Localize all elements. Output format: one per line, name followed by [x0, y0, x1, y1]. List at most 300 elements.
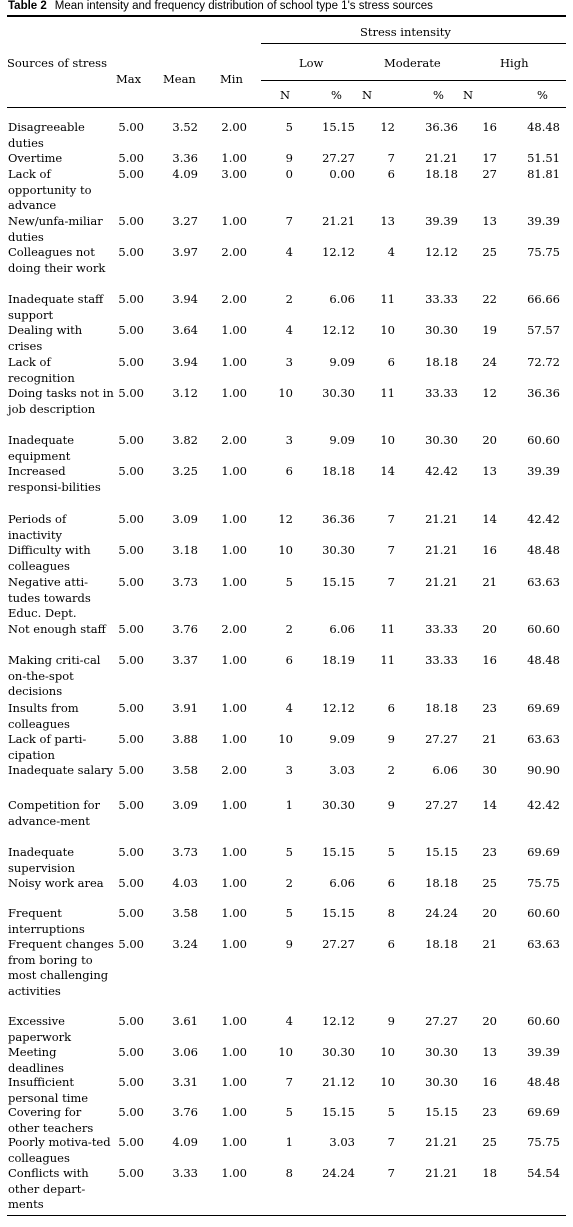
cell-source: New/unfa-miliar duties — [8, 214, 103, 244]
cell-mean: 3.06 — [172, 1045, 198, 1059]
cell-moderate-n: 5 — [387, 845, 395, 859]
cell-min: 1.00 — [221, 798, 247, 812]
cell-high-pct: 54.54 — [527, 1166, 560, 1180]
cell-high-n: 12 — [482, 386, 497, 400]
cell-high-pct: 75.75 — [527, 1135, 560, 1149]
cell-source: Insults from colleagues — [8, 701, 79, 731]
cell-mean: 3.64 — [172, 323, 198, 337]
cell-min: 1.00 — [221, 1014, 247, 1028]
cell-mean: 3.31 — [172, 1075, 198, 1089]
cell-max: 5.00 — [118, 1166, 144, 1180]
cell-source: Frequent interruptions — [8, 906, 85, 936]
cell-moderate-n: 12 — [380, 120, 395, 134]
cell-high-pct: 69.69 — [527, 845, 560, 859]
cell-low-pct: 12.12 — [322, 1014, 355, 1028]
cell-high-pct: 81.81 — [527, 167, 560, 181]
cell-min: 1.00 — [221, 937, 247, 951]
cell-min: 1.00 — [221, 464, 247, 478]
cell-max: 5.00 — [118, 292, 144, 306]
cell-moderate-n: 8 — [387, 906, 395, 920]
top-rule — [7, 15, 566, 17]
cell-mean: 3.94 — [172, 355, 198, 369]
cell-moderate-pct: 12.12 — [425, 245, 458, 259]
cell-mean: 3.12 — [172, 386, 198, 400]
cell-high-n: 24 — [482, 355, 497, 369]
cell-low-pct: 6.06 — [329, 622, 355, 636]
cell-low-pct: 3.03 — [329, 763, 355, 777]
cell-moderate-pct: 27.27 — [425, 798, 458, 812]
stress-intensity-rule — [261, 43, 566, 44]
cell-moderate-n: 7 — [387, 512, 395, 526]
cell-max: 5.00 — [118, 543, 144, 557]
cell-moderate-n: 6 — [387, 167, 395, 181]
cell-high-pct: 60.60 — [527, 906, 560, 920]
cell-high-n: 20 — [482, 906, 497, 920]
header-low: Low — [299, 56, 324, 70]
cell-mean: 3.18 — [172, 543, 198, 557]
cell-moderate-n: 9 — [387, 732, 395, 746]
header-mod-n: N — [362, 88, 373, 102]
cell-moderate-pct: 6.06 — [432, 763, 458, 777]
cell-high-pct: 39.39 — [527, 1045, 560, 1059]
header-moderate: Moderate — [384, 56, 441, 70]
cell-high-n: 16 — [482, 120, 497, 134]
cell-min: 1.00 — [221, 214, 247, 228]
cell-moderate-pct: 18.18 — [425, 876, 458, 890]
cell-source: Negative atti-tudes towards Educ. Dept. — [8, 575, 91, 621]
cell-high-n: 13 — [482, 464, 497, 478]
cell-low-pct: 6.06 — [329, 876, 355, 890]
cell-max: 5.00 — [118, 151, 144, 165]
cell-high-n: 22 — [482, 292, 497, 306]
cell-moderate-n: 14 — [380, 464, 395, 478]
cell-low-pct: 9.09 — [329, 355, 355, 369]
cell-source: Difficulty with colleagues — [8, 543, 91, 573]
cell-source: Not enough staff — [8, 622, 106, 636]
cell-max: 5.00 — [118, 732, 144, 746]
cell-min: 1.00 — [221, 151, 247, 165]
cell-moderate-pct: 15.15 — [425, 845, 458, 859]
cell-high-n: 27 — [482, 167, 497, 181]
cell-max: 5.00 — [118, 763, 144, 777]
cell-moderate-pct: 30.30 — [425, 1075, 458, 1089]
cell-moderate-n: 10 — [380, 1045, 395, 1059]
cell-high-n: 14 — [482, 798, 497, 812]
cell-high-n: 19 — [482, 323, 497, 337]
cell-min: 1.00 — [221, 1075, 247, 1089]
cell-high-n: 20 — [482, 622, 497, 636]
cell-high-n: 17 — [482, 151, 497, 165]
cell-low-pct: 12.12 — [322, 701, 355, 715]
cell-low-n: 10 — [278, 543, 293, 557]
cell-min: 1.00 — [221, 1105, 247, 1119]
cell-low-n: 6 — [285, 653, 293, 667]
cell-source: Lack of recognition — [8, 355, 75, 385]
cell-high-pct: 75.75 — [527, 876, 560, 890]
cell-mean: 3.97 — [172, 245, 198, 259]
cell-min: 2.00 — [221, 245, 247, 259]
cell-source: Lack of opportunity to advance — [8, 167, 92, 213]
cell-source: Noisy work area — [8, 876, 104, 890]
cell-source: Inadequate staff support — [8, 292, 104, 322]
table-label: Table 2 — [8, 0, 47, 12]
cell-moderate-n: 6 — [387, 876, 395, 890]
cell-high-n: 21 — [482, 575, 497, 589]
cell-low-pct: 18.19 — [322, 653, 355, 667]
cell-min: 2.00 — [221, 433, 247, 447]
cell-moderate-pct: 21.21 — [425, 543, 458, 557]
cell-low-n: 2 — [285, 876, 293, 890]
cell-low-pct: 27.27 — [322, 151, 355, 165]
cell-high-n: 13 — [482, 1045, 497, 1059]
cell-low-n: 4 — [285, 1014, 293, 1028]
cell-low-pct: 0.00 — [329, 167, 355, 181]
cell-min: 1.00 — [221, 653, 247, 667]
cell-low-pct: 21.21 — [322, 214, 355, 228]
cell-max: 5.00 — [118, 1075, 144, 1089]
cell-high-pct: 57.57 — [527, 323, 560, 337]
cell-low-pct: 15.15 — [322, 906, 355, 920]
cell-moderate-pct: 18.18 — [425, 701, 458, 715]
header-mod-pct: % — [433, 88, 444, 102]
cell-low-n: 9 — [285, 151, 293, 165]
cell-max: 5.00 — [118, 167, 144, 181]
cell-moderate-pct: 33.33 — [425, 653, 458, 667]
header-max: Max — [116, 72, 142, 86]
cell-low-n: 3 — [285, 433, 293, 447]
cell-low-n: 1 — [285, 798, 293, 812]
cell-high-pct: 90.90 — [527, 763, 560, 777]
cell-source: Meeting deadlines — [8, 1045, 64, 1075]
cell-max: 5.00 — [118, 1135, 144, 1149]
cell-moderate-pct: 18.18 — [425, 937, 458, 951]
cell-moderate-n: 11 — [380, 292, 395, 306]
cell-min: 1.00 — [221, 845, 247, 859]
cell-low-n: 1 — [285, 1135, 293, 1149]
cell-high-n: 25 — [482, 1135, 497, 1149]
header-high-n: N — [463, 88, 474, 102]
cell-low-pct: 12.12 — [322, 323, 355, 337]
cell-moderate-pct: 39.39 — [425, 214, 458, 228]
cell-low-n: 8 — [285, 1166, 293, 1180]
cell-moderate-pct: 33.33 — [425, 622, 458, 636]
cell-low-pct: 15.15 — [322, 575, 355, 589]
cell-mean: 3.73 — [172, 575, 198, 589]
cell-source: Increased responsi-bilities — [8, 464, 101, 494]
cell-high-n: 21 — [482, 732, 497, 746]
header-min: Min — [220, 72, 243, 86]
cell-low-n: 5 — [285, 845, 293, 859]
cell-max: 5.00 — [118, 323, 144, 337]
cell-min: 1.00 — [221, 512, 247, 526]
cell-low-pct: 30.30 — [322, 386, 355, 400]
cell-max: 5.00 — [118, 120, 144, 134]
cell-source: Excessive paperwork — [8, 1014, 72, 1044]
cell-moderate-n: 11 — [380, 622, 395, 636]
cell-high-pct: 48.48 — [527, 543, 560, 557]
cell-low-pct: 30.30 — [322, 798, 355, 812]
cell-low-pct: 30.30 — [322, 543, 355, 557]
cell-moderate-n: 11 — [380, 386, 395, 400]
cell-mean: 3.36 — [172, 151, 198, 165]
cell-low-n: 12 — [278, 512, 293, 526]
cell-mean: 3.91 — [172, 701, 198, 715]
cell-max: 5.00 — [118, 1014, 144, 1028]
cell-source: Covering for other teachers — [8, 1105, 94, 1135]
cell-min: 1.00 — [221, 386, 247, 400]
cell-moderate-n: 9 — [387, 798, 395, 812]
cell-moderate-n: 9 — [387, 1014, 395, 1028]
cell-high-pct: 60.60 — [527, 1014, 560, 1028]
cell-moderate-pct: 42.42 — [425, 464, 458, 478]
cell-min: 2.00 — [221, 292, 247, 306]
cell-min: 1.00 — [221, 906, 247, 920]
cell-low-n: 2 — [285, 292, 293, 306]
cell-moderate-n: 11 — [380, 653, 395, 667]
cell-moderate-n: 7 — [387, 543, 395, 557]
cell-moderate-n: 7 — [387, 151, 395, 165]
cell-low-pct: 9.09 — [329, 433, 355, 447]
header-low-n: N — [280, 88, 291, 102]
cell-max: 5.00 — [118, 906, 144, 920]
cell-high-pct: 48.48 — [527, 653, 560, 667]
cell-moderate-n: 10 — [380, 323, 395, 337]
cell-high-pct: 63.63 — [527, 937, 560, 951]
cell-moderate-n: 6 — [387, 355, 395, 369]
cell-max: 5.00 — [118, 386, 144, 400]
cell-max: 5.00 — [118, 1105, 144, 1119]
cell-min: 2.00 — [221, 763, 247, 777]
cell-source: Inadequate supervision — [8, 845, 76, 875]
cell-moderate-pct: 21.21 — [425, 575, 458, 589]
cell-min: 1.00 — [221, 1045, 247, 1059]
cell-moderate-pct: 33.33 — [425, 292, 458, 306]
cell-moderate-pct: 21.21 — [425, 512, 458, 526]
cell-mean: 3.61 — [172, 1014, 198, 1028]
cell-mean: 3.76 — [172, 1105, 198, 1119]
cell-moderate-pct: 30.30 — [425, 323, 458, 337]
cell-max: 5.00 — [118, 245, 144, 259]
cell-moderate-pct: 21.21 — [425, 1166, 458, 1180]
cell-high-n: 30 — [482, 763, 497, 777]
cell-high-n: 25 — [482, 876, 497, 890]
cell-high-pct: 42.42 — [527, 798, 560, 812]
cell-high-pct: 63.63 — [527, 575, 560, 589]
cell-moderate-pct: 30.30 — [425, 1045, 458, 1059]
cell-source: Insufficient personal time — [8, 1075, 89, 1105]
cell-high-pct: 63.63 — [527, 732, 560, 746]
cell-high-n: 25 — [482, 245, 497, 259]
cell-source: Making criti-cal on-the-spot decisions — [8, 653, 101, 699]
cell-low-n: 9 — [285, 937, 293, 951]
cell-min: 1.00 — [221, 701, 247, 715]
cell-high-n: 13 — [482, 214, 497, 228]
cell-source: Poorly motiva-ted colleagues — [8, 1135, 111, 1165]
cell-mean: 3.24 — [172, 937, 198, 951]
cell-mean: 3.88 — [172, 732, 198, 746]
cell-low-pct: 36.36 — [322, 512, 355, 526]
cell-mean: 3.25 — [172, 464, 198, 478]
cell-source: Colleagues not doing their work — [8, 245, 106, 275]
cell-moderate-pct: 36.36 — [425, 120, 458, 134]
cell-low-pct: 30.30 — [322, 1045, 355, 1059]
cell-moderate-n: 6 — [387, 937, 395, 951]
cell-high-pct: 51.51 — [527, 151, 560, 165]
cell-low-n: 5 — [285, 906, 293, 920]
cell-min: 3.00 — [221, 167, 247, 181]
cell-min: 1.00 — [221, 323, 247, 337]
header-rule — [7, 107, 566, 108]
cell-moderate-n: 7 — [387, 1135, 395, 1149]
cell-max: 5.00 — [118, 937, 144, 951]
cell-moderate-n: 13 — [380, 214, 395, 228]
cell-low-n: 3 — [285, 763, 293, 777]
cell-max: 5.00 — [118, 701, 144, 715]
cell-high-n: 20 — [482, 1014, 497, 1028]
cell-source: Lack of parti-cipation — [8, 732, 87, 762]
cell-low-n: 2 — [285, 622, 293, 636]
cell-source: Overtime — [8, 151, 63, 165]
cell-mean: 3.37 — [172, 653, 198, 667]
cell-high-pct: 69.69 — [527, 1105, 560, 1119]
cell-moderate-pct: 21.21 — [425, 151, 458, 165]
header-high-pct: % — [537, 88, 548, 102]
cell-min: 1.00 — [221, 575, 247, 589]
cell-source: Frequent changes from boring to most challenging activities — [8, 937, 114, 998]
cell-mean: 4.09 — [172, 1135, 198, 1149]
bottom-rule — [7, 1215, 566, 1216]
cell-high-n: 23 — [482, 701, 497, 715]
cell-mean: 3.09 — [172, 798, 198, 812]
cell-low-n: 6 — [285, 464, 293, 478]
cell-moderate-pct: 18.18 — [425, 355, 458, 369]
cell-high-n: 16 — [482, 653, 497, 667]
cell-low-pct: 6.06 — [329, 292, 355, 306]
cell-mean: 3.94 — [172, 292, 198, 306]
table-caption — [8, 0, 433, 14]
cell-moderate-n: 7 — [387, 1166, 395, 1180]
cell-max: 5.00 — [118, 1045, 144, 1059]
cell-max: 5.00 — [118, 653, 144, 667]
cell-moderate-n: 6 — [387, 701, 395, 715]
cell-mean: 3.52 — [172, 120, 198, 134]
cell-mean: 4.09 — [172, 167, 198, 181]
cell-moderate-pct: 33.33 — [425, 386, 458, 400]
header-high: High — [500, 56, 529, 70]
cell-max: 5.00 — [118, 798, 144, 812]
cell-mean: 3.58 — [172, 763, 198, 777]
table-title: Mean intensity and frequency distribution of school type 1's stress sources — [54, 0, 433, 12]
cell-max: 5.00 — [118, 355, 144, 369]
header-mean: Mean — [163, 72, 196, 86]
cell-low-n: 5 — [285, 120, 293, 134]
cell-high-pct: 48.48 — [527, 120, 560, 134]
cell-high-n: 23 — [482, 1105, 497, 1119]
cell-moderate-pct: 24.24 — [425, 906, 458, 920]
cell-min: 1.00 — [221, 355, 247, 369]
cell-mean: 3.73 — [172, 845, 198, 859]
cell-high-pct: 69.69 — [527, 701, 560, 715]
cell-high-n: 20 — [482, 433, 497, 447]
cell-high-pct: 42.42 — [527, 512, 560, 526]
cell-mean: 3.33 — [172, 1166, 198, 1180]
cell-source: Inadequate equipment — [8, 433, 75, 463]
header-stress-intensity: Stress intensity — [360, 25, 451, 39]
cell-moderate-pct: 30.30 — [425, 433, 458, 447]
cell-low-n: 3 — [285, 355, 293, 369]
cell-source: Dealing with crises — [8, 323, 83, 353]
cell-low-n: 10 — [278, 386, 293, 400]
group-rule — [261, 80, 566, 81]
cell-moderate-n: 10 — [380, 433, 395, 447]
cell-min: 1.00 — [221, 1135, 247, 1149]
cell-high-pct: 60.60 — [527, 622, 560, 636]
cell-low-n: 4 — [285, 701, 293, 715]
cell-moderate-n: 2 — [387, 763, 395, 777]
cell-moderate-pct: 21.21 — [425, 1135, 458, 1149]
cell-max: 5.00 — [118, 622, 144, 636]
header-sources: Sources of stress — [7, 56, 107, 70]
cell-low-n: 0 — [285, 167, 293, 181]
cell-moderate-n: 10 — [380, 1075, 395, 1089]
cell-high-pct: 66.66 — [527, 292, 560, 306]
cell-min: 1.00 — [221, 1166, 247, 1180]
cell-high-n: 18 — [482, 1166, 497, 1180]
cell-min: 1.00 — [221, 876, 247, 890]
cell-low-n: 4 — [285, 323, 293, 337]
cell-high-n: 14 — [482, 512, 497, 526]
cell-max: 5.00 — [118, 876, 144, 890]
cell-low-n: 7 — [285, 1075, 293, 1089]
cell-low-pct: 27.27 — [322, 937, 355, 951]
cell-low-pct: 15.15 — [322, 845, 355, 859]
cell-moderate-n: 5 — [387, 1105, 395, 1119]
cell-max: 5.00 — [118, 512, 144, 526]
cell-high-n: 23 — [482, 845, 497, 859]
cell-high-n: 21 — [482, 937, 497, 951]
cell-moderate-n: 7 — [387, 575, 395, 589]
cell-moderate-pct: 27.27 — [425, 1014, 458, 1028]
cell-high-pct: 75.75 — [527, 245, 560, 259]
cell-max: 5.00 — [118, 464, 144, 478]
header-low-pct: % — [331, 88, 342, 102]
cell-moderate-pct: 15.15 — [425, 1105, 458, 1119]
cell-low-pct: 12.12 — [322, 245, 355, 259]
cell-mean: 3.76 — [172, 622, 198, 636]
cell-min: 2.00 — [221, 622, 247, 636]
cell-moderate-n: 4 — [387, 245, 395, 259]
cell-mean: 3.58 — [172, 906, 198, 920]
cell-low-pct: 15.15 — [322, 1105, 355, 1119]
cell-high-pct: 60.60 — [527, 433, 560, 447]
cell-max: 5.00 — [118, 214, 144, 228]
cell-source: Inadequate salary — [8, 763, 113, 777]
cell-low-n: 10 — [278, 1045, 293, 1059]
cell-low-pct: 3.03 — [329, 1135, 355, 1149]
cell-moderate-pct: 18.18 — [425, 167, 458, 181]
cell-min: 1.00 — [221, 732, 247, 746]
cell-low-pct: 24.24 — [322, 1166, 355, 1180]
cell-mean: 4.03 — [172, 876, 198, 890]
cell-source: Disagreeable duties — [8, 120, 85, 150]
cell-max: 5.00 — [118, 433, 144, 447]
cell-high-pct: 39.39 — [527, 214, 560, 228]
cell-moderate-pct: 27.27 — [425, 732, 458, 746]
cell-high-pct: 48.48 — [527, 1075, 560, 1089]
cell-source: Periods of inactivity — [8, 512, 67, 542]
cell-low-pct: 18.18 — [322, 464, 355, 478]
cell-source: Conflicts with other depart-ments — [8, 1166, 89, 1212]
